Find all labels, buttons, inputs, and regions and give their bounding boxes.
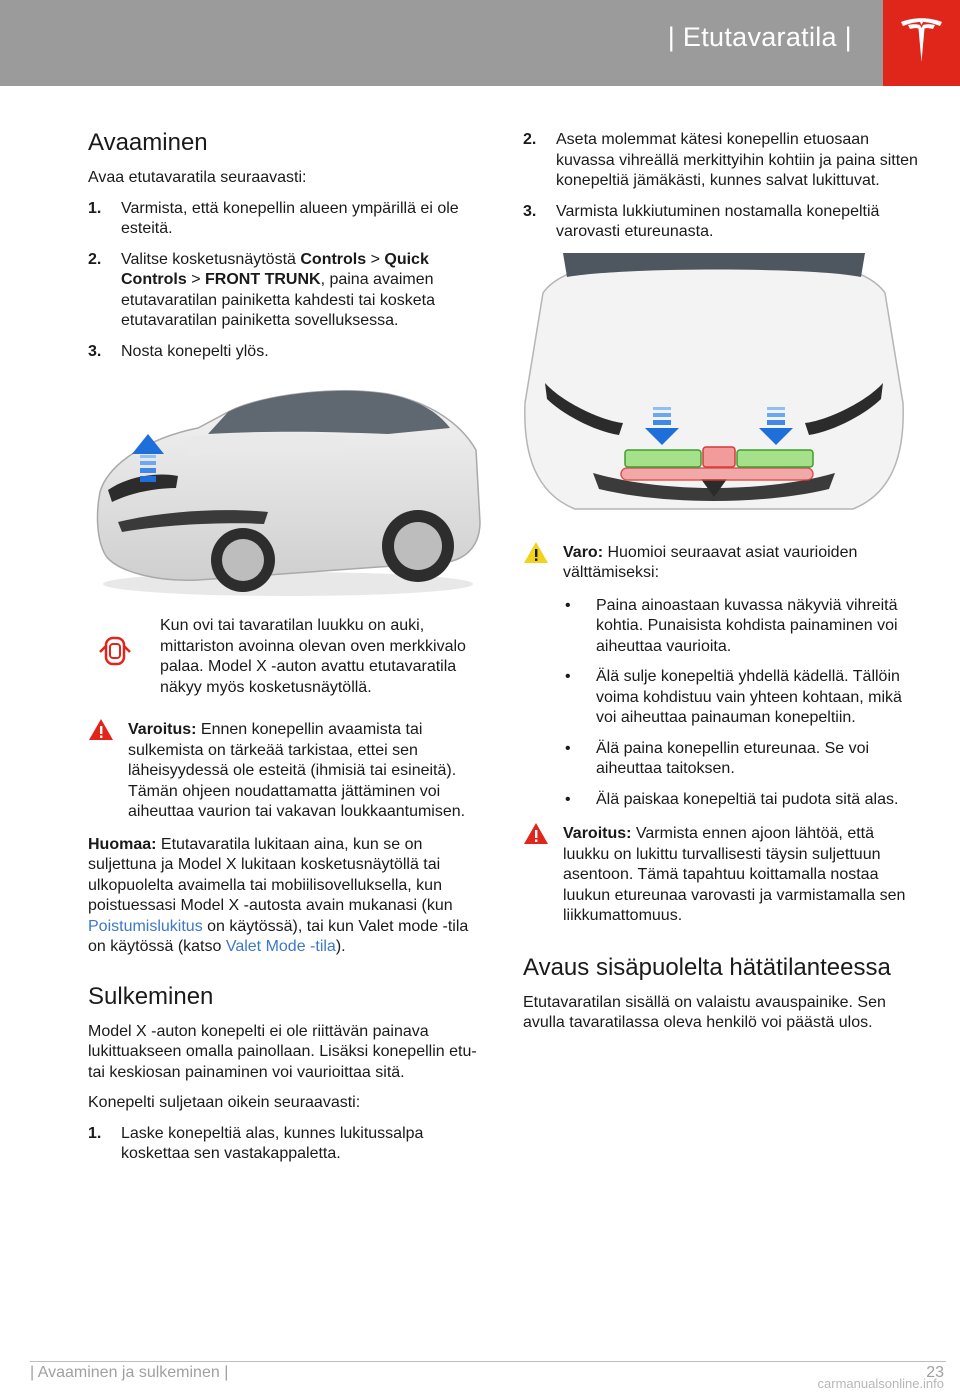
warning-icon — [523, 822, 549, 846]
caution-icon — [523, 541, 549, 565]
right-column — [523, 130, 918, 1044]
bullet-icon: • — [565, 596, 571, 614]
car-hood-open-image — [88, 372, 481, 602]
warning-text: Varmista ennen ajoon lähtöä, että luukku on lukittu turvallisesti täysin suljettuun asentoon. Tämä tapahtuu koittamalla nostaa luukun etureunaa varovasti ja varmistamalla sen liikkumattomuus. — [563, 825, 906, 924]
section-heading-opening: Avaaminen — [88, 129, 208, 156]
closing-intro-text: Model X -auton konepelti ei ole riittävän painava lukittuakseen omalla painollaan. Lisäksi konepellin etu- tai keskiosan painaminen voi vaurioittaa sitä. — [88, 1022, 477, 1081]
warning-label: Varoitus: — [128, 721, 197, 738]
list-item: 1. Laske konepeltiä alas, kunnes lukitussalpa koskettaa sen vastakappaletta. — [88, 1124, 424, 1162]
caution-callout — [523, 543, 918, 584]
chapter-title: | Etutavaratila | — [667, 22, 852, 52]
exit-lock-link[interactable]: Poistumislukitus — [88, 917, 203, 935]
closing-how-text: Konepelti suljetaan oikein seuraavasti: — [88, 1094, 361, 1111]
page-header — [0, 0, 960, 86]
list-item: 2. Aseta molemmat kätesi konepellin etuosaan kuvassa vihreällä merkittyihin kohtiin ja paina sitten konepeltiä jämäkästi, kunnes salvat lukittuvat. — [523, 131, 918, 189]
warning-text: Ennen konepellin avaamista tai sulkemista on tärkeää tarkistaa, ettei sen läheisyydessä ole esteitä (ihmisiä tai esineitä). Tämän ohjeen noudattamatta jättäminen voi aiheuttaa vaurion tai vakavan loukkaantumisen. — [128, 721, 466, 820]
watermark: carmanualsonline.info — [817, 1376, 944, 1391]
list-item: 3. Nosta konepelti ylös. — [88, 342, 269, 360]
list-item: • Paina ainoastaan kuvassa näkyviä vihreitä kohtia. Punaisista kohdista painaminen voi aiheuttaa vaurioita. — [565, 596, 898, 655]
footer-section: | Avaaminen ja sulkeminen | — [30, 1364, 229, 1381]
intro-text: Avaa etutavaratila seuraavasti: — [88, 169, 307, 186]
front-car-illustration-icon — [523, 253, 905, 515]
car-illustration-icon — [88, 372, 481, 602]
bullet-icon: • — [565, 668, 571, 685]
warning-icon — [88, 718, 114, 742]
list-item: 1. Varmista, että konepellin alueen ympärillä ei ole esteitä. — [88, 199, 459, 237]
door-note-text: Kun ovi tai tavaratilan luukku on auki, mittariston avoinna olevan oven merkkivalo palaa. Model X -auton avattu etutavaratila näkyy myös kosketusnäytöllä. — [160, 617, 466, 696]
tesla-logo-icon — [899, 16, 944, 68]
list-item: 3. Varmista lukkiutuminen nostamalla konepeltiä varovasti etureunasta. — [523, 202, 880, 240]
brand-logo — [883, 0, 960, 86]
emergency-text: Etutavaratilan sisällä on valaistu avauspainike. Sen avulla tavaratilassa oleva henkilö voi päästä ulos. — [523, 993, 886, 1031]
ui-term: FRONT TRUNK — [205, 271, 321, 288]
bullet-icon: • — [565, 739, 571, 757]
warning-callout — [523, 824, 918, 927]
caution-text: Huomioi seuraavat asiat vaurioiden välttämiseksi: — [563, 543, 858, 581]
warning-label: Varoitus: — [563, 825, 632, 842]
list-item: • Älä paina konepellin etureunaa. Se voi aiheuttaa taitoksen. — [565, 739, 870, 777]
section-heading-emergency: Avaus sisäpuolelta hätätilanteessa — [523, 953, 891, 981]
note-paragraph: Huomaa: Etutavaratila lukitaan aina, kun se on suljettuna ja Model X lukitaan kosketusnäytöllä tai ulkopuolelta avaimella tai mobiilisovelluksella, kun poistuessasi Model X -autosta avain mukanasi (kun Poistumislukitus on käytössä), tai kun Valet mode -tila on käytössä (katso Valet Mode -tila). — [88, 835, 469, 955]
note-label: Huomaa: — [88, 835, 157, 853]
door-indicator-note — [88, 616, 481, 698]
page-number: 23 — [926, 1364, 944, 1381]
caution-label: Varo: — [563, 543, 604, 561]
left-column — [88, 128, 481, 1175]
ui-term: Quick Controls — [121, 250, 429, 288]
ui-term: Controls — [300, 250, 367, 268]
door-open-indicator-icon — [98, 630, 132, 672]
list-item: • Älä paiskaa konepeltiä tai pudota sitä alas. — [523, 790, 918, 811]
list-item: • Älä sulje konepeltiä yhdellä kädellä. Tällöin voima kohdistuu vain yhteen kohtaan, mikä voi aiheuttaa painauman konepeltiin. — [565, 668, 902, 726]
list-item: 2. Valitse kosketusnäytöstä Controls > Quick Controls > FRONT TRUNK, paina avaimen etutavaratilan painiketta kahdesti tai kosketa etutavaratilan painiketta sovelluksessa. — [88, 250, 435, 329]
bullet-icon: • — [565, 790, 571, 808]
warning-callout — [88, 720, 481, 823]
hood-press-points-image — [523, 253, 905, 515]
section-heading-closing: Sulkeminen — [88, 982, 214, 1010]
valet-mode-link[interactable]: Valet Mode -tila — [225, 938, 336, 955]
footer-divider — [30, 1361, 946, 1362]
